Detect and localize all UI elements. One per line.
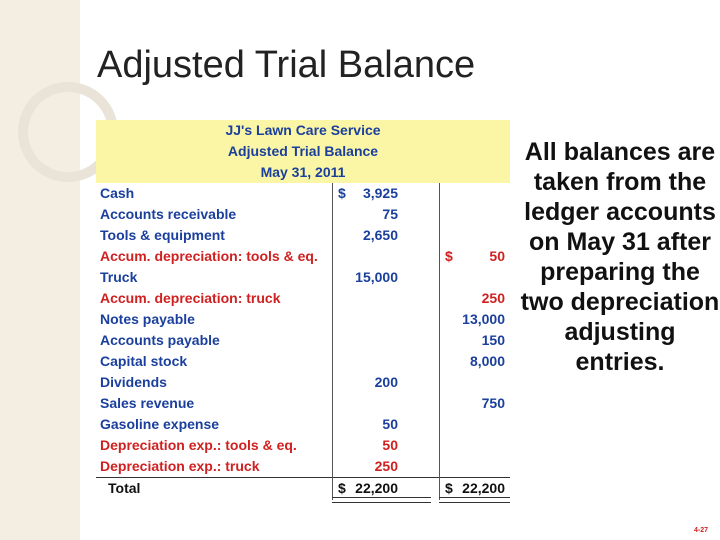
table-header — [96, 120, 510, 183]
account-name: Capital stock — [100, 353, 188, 369]
debit-dollar-sign: $ — [338, 185, 346, 201]
total-label: Total — [108, 480, 141, 496]
credit-column-divider — [439, 183, 440, 500]
table-row — [96, 414, 510, 435]
account-name: Gasoline expense — [100, 416, 220, 432]
table-row — [96, 309, 510, 330]
explanation-text: All balances are taken from the ledger accounts on May 31 after preparing the two depreciation adjusting entries. — [520, 138, 720, 376]
table-row — [96, 372, 510, 393]
debit-column-divider — [332, 183, 333, 500]
credit-amount: 250 — [481, 290, 505, 306]
credit-amount: 750 — [481, 395, 505, 411]
total-debit-dollar: $ — [338, 480, 346, 496]
total-row — [96, 477, 510, 499]
table-row — [96, 246, 510, 267]
report-name: Adjusted Trial Balance — [227, 143, 379, 159]
debit-amount: 50 — [382, 416, 398, 432]
account-name: Accounts payable — [100, 332, 220, 348]
table-row — [96, 330, 510, 351]
slide-title: Adjusted Trial Balance — [97, 44, 476, 86]
report-date: May 31, 2011 — [260, 164, 346, 180]
account-name: Notes payable — [100, 311, 195, 327]
account-name: Accounts receivable — [100, 206, 237, 222]
account-name: Truck — [100, 269, 138, 285]
total-debit: 22,200 — [355, 480, 398, 496]
debit-amount: 250 — [374, 458, 398, 474]
table-row — [96, 456, 510, 477]
debit-amount: 75 — [382, 206, 398, 222]
table-row — [96, 288, 510, 309]
account-name: Accum. depreciation: truck — [100, 290, 281, 306]
debit-amount: 15,000 — [355, 269, 398, 285]
credit-amount: 150 — [481, 332, 505, 348]
table-row — [96, 204, 510, 225]
decorative-side-strip — [0, 0, 80, 540]
credit-amount: 50 — [489, 248, 505, 264]
credit-total-double-underline — [439, 497, 510, 503]
account-name: Cash — [100, 185, 135, 201]
account-name: Tools & equipment — [100, 227, 225, 243]
debit-amount: 2,650 — [362, 227, 398, 243]
credit-amount: 13,000 — [462, 311, 505, 327]
account-name: Depreciation exp.: truck — [100, 458, 260, 474]
debit-total-double-underline — [332, 497, 431, 503]
total-credit: 22,200 — [462, 480, 505, 496]
account-name: Dividends — [100, 374, 167, 390]
table-row — [96, 267, 510, 288]
table-row — [96, 183, 510, 204]
table-row — [96, 435, 510, 456]
total-credit-dollar: $ — [445, 480, 453, 496]
company-name: JJ's Lawn Care Service — [225, 122, 381, 138]
account-name: Depreciation exp.: tools & eq. — [100, 437, 297, 453]
page-number: 4-27 — [694, 527, 709, 534]
table-row — [96, 393, 510, 414]
table-row — [96, 225, 510, 246]
debit-amount: 50 — [382, 437, 398, 453]
credit-dollar-sign: $ — [445, 248, 453, 264]
table-row — [96, 351, 510, 372]
debit-amount: 3,925 — [362, 185, 398, 201]
account-name: Sales revenue — [100, 395, 195, 411]
credit-amount: 8,000 — [469, 353, 505, 369]
table-body — [96, 183, 510, 477]
debit-amount: 200 — [374, 374, 398, 390]
trial-balance-table — [96, 120, 510, 499]
account-name: Accum. depreciation: tools & eq. — [100, 248, 318, 264]
